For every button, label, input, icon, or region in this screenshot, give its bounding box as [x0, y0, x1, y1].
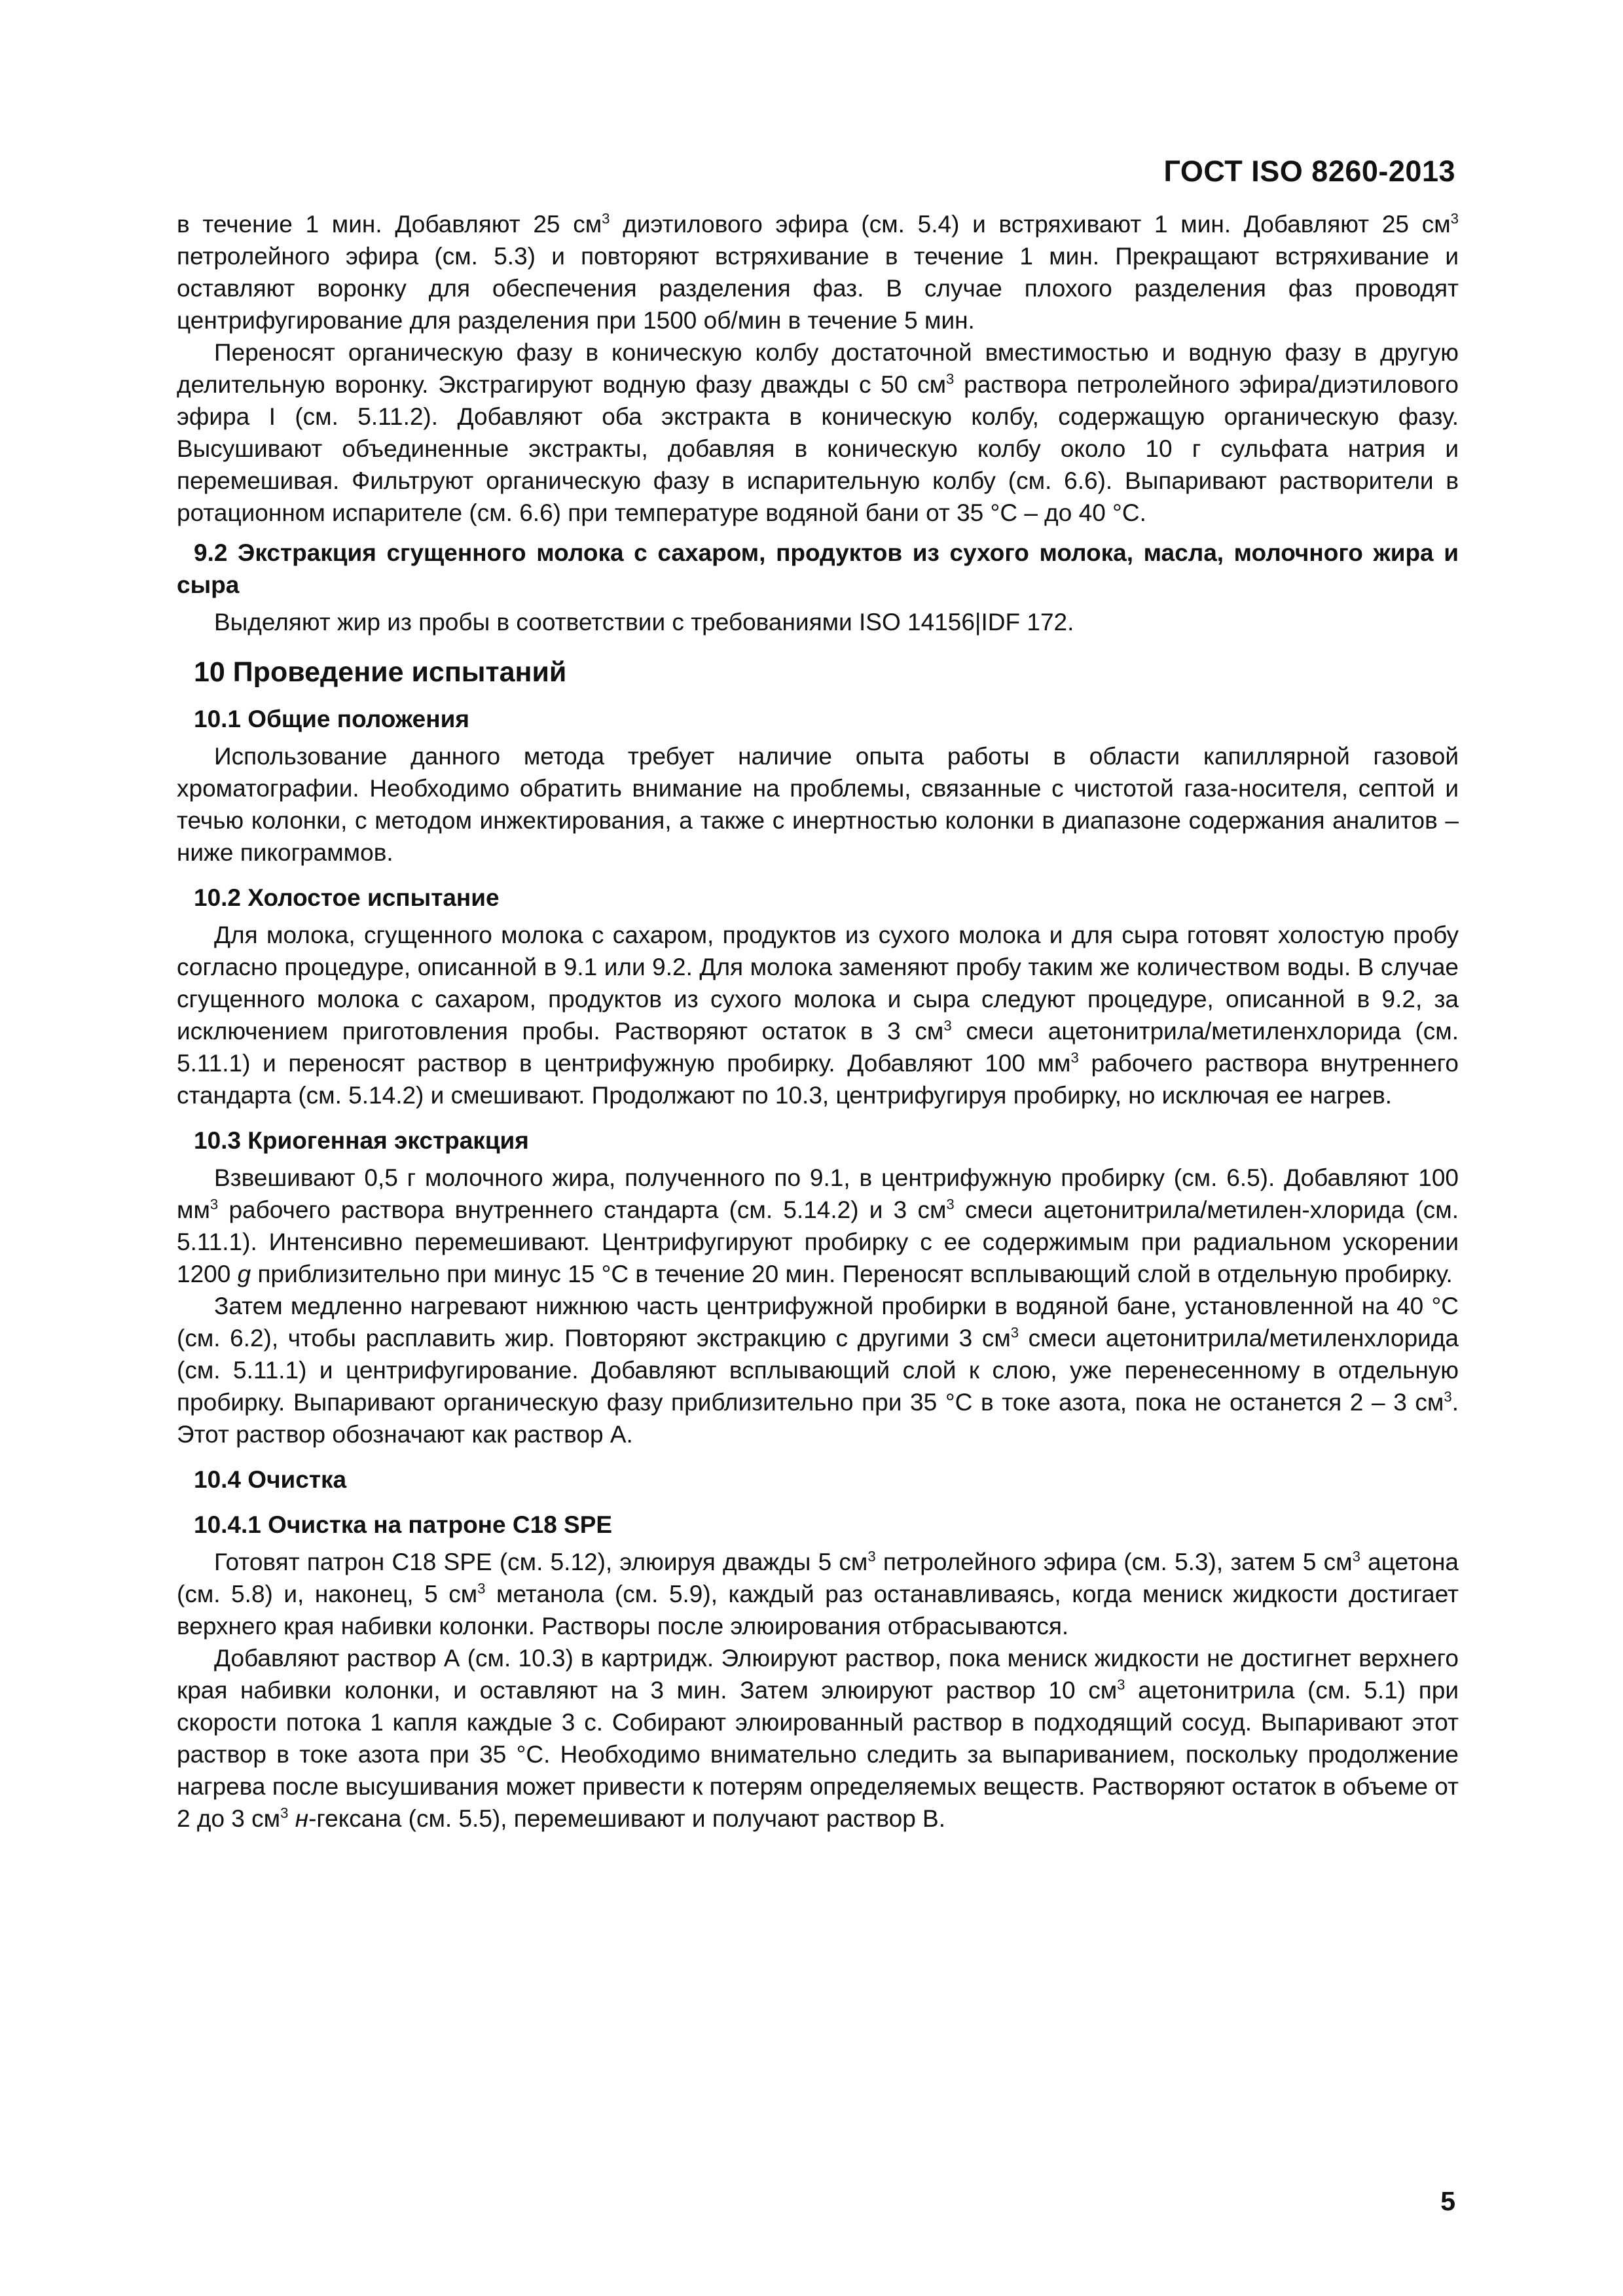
paragraph: Добавляют раствор А (см. 10.3) в картридж. Элюируют раствор, пока мениск жидкости не достигнет верхнего края набивки колонки, и оставляют на 3 мин. Затем элюируют раствор 10 $см^3$ ацетонитрила (см. 5.1) при скорости потока 1 капля каждые 3 с. Собирают элюированный раствор в подходящий сосуд. Выпаривают этот раствор в токе азота при 35 °С. Необходимо внимательно следить за выпариванием, поскольку продолжение нагрева после высушивания может привести к потерям определяемых веществ. Растворяют остаток в объеме от 2 до 3 $см^3$ н-гексана (см. 5.5), перемешивают и получают раствор В. [177, 1645, 1459, 1832]
superscript: 3 [1450, 210, 1459, 227]
superscript: 3 [1352, 1548, 1360, 1565]
paragraph: Затем медленно нагревают нижнюю часть центрифужной пробирки в водяной бане, установленной на 40 °С (см. 6.2), чтобы расплавить жир. Повторяют экстракцию с другими 3 $см^3$ смеси ацетонитрила/метиленхлорида (см. 5.11.1) и центрифугирование. Добавляют всплывающий слой к слою, уже перенесенному в отдельную пробирку. Выпаривают органическую фазу приблизительно при 35 °С в токе азота, пока не останется 2 – 3 $см^3$. Этот раствор обозначают как раствор А. [177, 1293, 1459, 1448]
document-body [177, 208, 1459, 1835]
section-heading-10-3: 10.3 Криогенная экстракция [194, 1127, 529, 1154]
page-number: 5 [1440, 2186, 1455, 2216]
paragraph: Использование данного метода требует наличие опыта работы в области капиллярной газовой хроматографии. Необходимо обратить внимание на проблемы, связанные с чистотой газа-носителя, септой и течью колонки, с методом инжектирования, а также с инертностью колонки в диапазоне содержания аналитов – ниже пикограммов. [177, 743, 1459, 866]
paragraph: Готовят патрон С18 SPE (см. 5.12), элюируя дважды 5 $см^3$ петролейного эфира (см. 5.3), затем 5 $см^3$ ацетона (см. 5.8) и, наконец, 5 $см^3$ метанола (см. 5.9), каждый раз останавливаясь, когда мениск жидкости достигает верхнего края набивки колонки. Растворы после элюирования отбрасываются. [177, 1548, 1459, 1640]
paragraph: Переносят органическую фазу в коническую колбу достаточной вместимостью и водную фазу в другую делительную воронку. Экстрагируют водную фазу дважды с 50 $см^3$ раствора петролейного эфира/диэтилового эфира I (см. 5.11.2). Добавляют оба экстракта в коническую колбу, содержащую органическую фазу. Высушивают объединенные экстракты, добавляя в коническую колбу около 10 г сульфата натрия и перемешивая. Фильтруют органическую фазу в испарительную колбу (см. 6.6). Выпаривают растворители в ротационном испарителе (см. 6.6) при температуре водяной бани от 35 °С – до 40 °С. [177, 339, 1459, 526]
section-heading-10-4-1: 10.4.1 Очистка на патроне С18 SPE [194, 1511, 613, 1538]
superscript: 3 [946, 1196, 955, 1213]
superscript: 3 [477, 1580, 486, 1597]
paragraph: Выделяют жир из пробы в соответствии с требованиями ISO 14156|IDF 172. [214, 609, 1074, 636]
section-heading-9-2: 9.2 Экстракция сгущенного молока с сахаром, продуктов из сухого молока, масла, молочного жира и сыра [177, 539, 1459, 598]
section-heading-10-2: 10.2 Холостое испытание [194, 884, 500, 911]
superscript: 3 [1444, 1388, 1452, 1405]
superscript: 3 [943, 1017, 952, 1034]
superscript: 3 [280, 1804, 289, 1821]
superscript: 3 [867, 1548, 876, 1565]
superscript: 3 [1010, 1324, 1019, 1341]
paragraph: Для молока, сгущенного молока с сахаром, продуктов из сухого молока и для сыра готовят холостую пробу согласно процедуре, описанной в 9.1 или 9.2. Для молока заменяют пробу таким же количеством воды. В случае сгущенного молока с сахаром, продуктов из сухого молока и сыра следуют процедуре, описанной в 9.2, за исключением приготовления пробы. Растворяют остаток в 3 $см^3$ смеси ацетонитрила/метиленхлорида (см. 5.11.1) и переносят раствор в центрифужную пробирку. Добавляют 100 $мм^3$ рабочего раствора внутреннего стандарта (см. 5.14.2) и смешивают. Продолжают по 10.3, центрифугируя пробирку, но исключая ее нагрев. [177, 922, 1459, 1109]
superscript: 3 [1117, 1676, 1125, 1693]
paragraph: в течение 1 мин. Добавляют 25 $см^3$ диэтилового эфира (см. 5.4) и встряхивают 1 мин. Добавляют 25 $см^3$ петролейного эфира (см. 5.3) и повторяют встряхивание в течение 1 мин. Прекращают встряхивание и оставляют воронку для обеспечения разделения фаз. В случае плохого разделения фаз проводят центрифугирование для разделения при 1500 об/мин в течение 5 мин. [177, 210, 1459, 334]
superscript: 3 [946, 370, 955, 387]
section-heading-10-1: 10.1 Общие положения [194, 706, 469, 732]
superscript: 3 [210, 1196, 219, 1213]
document-header: ГОСТ ISO 8260-2013 [1163, 154, 1455, 188]
section-heading-10: 10 Проведение испытаний [194, 656, 567, 688]
superscript: 3 [1070, 1049, 1079, 1066]
section-heading-10-4: 10.4 Очистка [194, 1466, 347, 1493]
paragraph: Взвешивают 0,5 г молочного жира, полученного по 9.1, в центрифужную пробирку (см. 6.5). Добавляют 100 $мм^3$ рабочего раствора внутреннего стандарта (см. 5.14.2) и 3 $см^3$ смеси ацетонитрила/метилен-хлорида (см. 5.11.1). Интенсивно перемешивают. Центрифугируют пробирку с ее содержимым при радиальном ускорении 1200 g приблизительно при минус 15 °С в течение 20 мин. Переносят всплывающий слой в отдельную пробирку. [177, 1164, 1459, 1287]
superscript: 3 [602, 210, 610, 227]
